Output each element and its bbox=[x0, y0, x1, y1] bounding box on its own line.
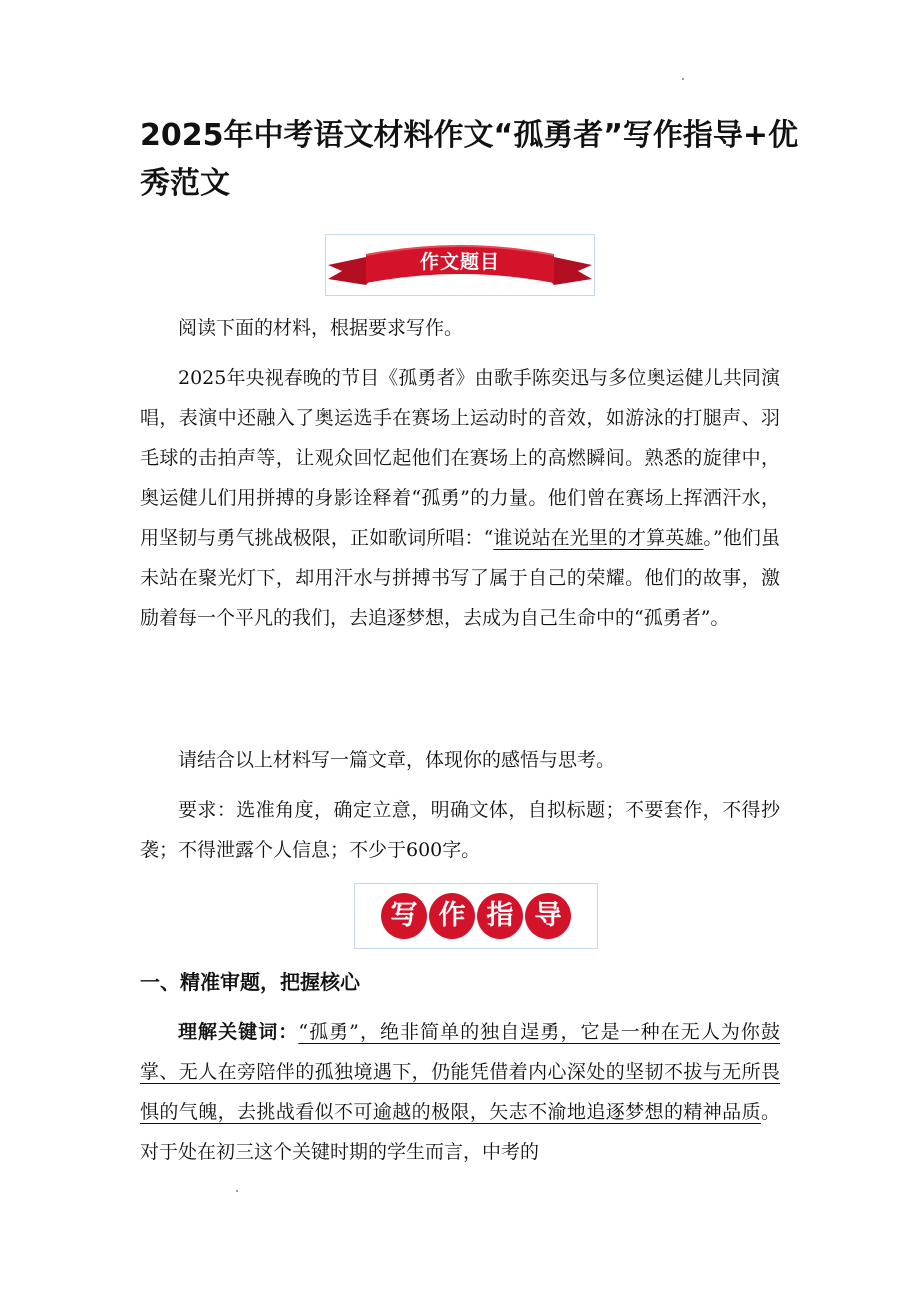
keyword-definition: “孤勇”，绝非简单的独自逞勇，它是一种在无人为你鼓掌、无人在旁陪伴的孤独境遇下，仍能凭借着内心深处的坚韧不拔与无所畏惧的气魄，去挑战看似不可逾越的极限，矢志不渝地追逐梦想的精神品质 bbox=[140, 1021, 780, 1123]
scan-dot bbox=[236, 1190, 238, 1192]
keyword-label: 理解关键词： bbox=[178, 1021, 299, 1043]
requirements-paragraph: 要求：选准角度，确定立意，明确文体，自拟标题；不要套作，不得抄袭；不得泄露个人信息；不少于600字。 bbox=[140, 799, 780, 861]
material-text-b: 。”他们虽未站在聚光灯下，却用汗水与拼搏书写了属于自己的荣耀。他们的故事，激励着每一个平凡的我们，去追逐梦想，去成为自己生命中的“孤勇者”。 bbox=[140, 527, 780, 629]
document-title: 2025年中考语文材料作文“孤勇者”写作指导+优秀范文 bbox=[140, 118, 799, 201]
keyword-paragraph bbox=[140, 1012, 780, 1172]
guide-char-1: 写 bbox=[381, 893, 427, 939]
writing-guide-banner bbox=[354, 883, 598, 949]
lyric-quote: 谁说站在光里的才算英雄 bbox=[493, 527, 704, 549]
material-paragraph bbox=[140, 358, 780, 638]
intro-paragraph: 阅读下面的材料，根据要求写作。 bbox=[178, 317, 464, 339]
guide-char-2: 作 bbox=[429, 893, 475, 939]
task-paragraph: 请结合以上材料写一篇文章，体现你的感悟与思考。 bbox=[178, 749, 616, 771]
topic-banner-label: 作文题目 bbox=[419, 251, 500, 273]
topic-banner bbox=[325, 234, 595, 296]
material-text-a: 2025年央视春晚的节目《孤勇者》由歌手陈奕迅与多位奥运健儿共同演唱，表演中还融入了奥运选手在赛场上运动时的音效，如游泳的打腿声、羽毛球的击拍声等，让观众回忆起他们在赛场上的高燃瞬间。熟悉的旋律中，奥运健儿们用拼搏的身影诠释着“孤勇”的力量。他们曾在赛场上挥洒汗水，用坚韧与勇气挑战极限，正如歌词所唱：“ bbox=[140, 367, 780, 549]
section-heading: 一、精准审题，把握核心 bbox=[140, 970, 360, 994]
guide-char-3: 指 bbox=[477, 893, 523, 939]
keyword-tail: 。对于处在初三这个关键时期的学生而言，中考的 bbox=[140, 1101, 780, 1163]
guide-char-4: 导 bbox=[525, 893, 571, 939]
scan-dot bbox=[682, 78, 684, 80]
